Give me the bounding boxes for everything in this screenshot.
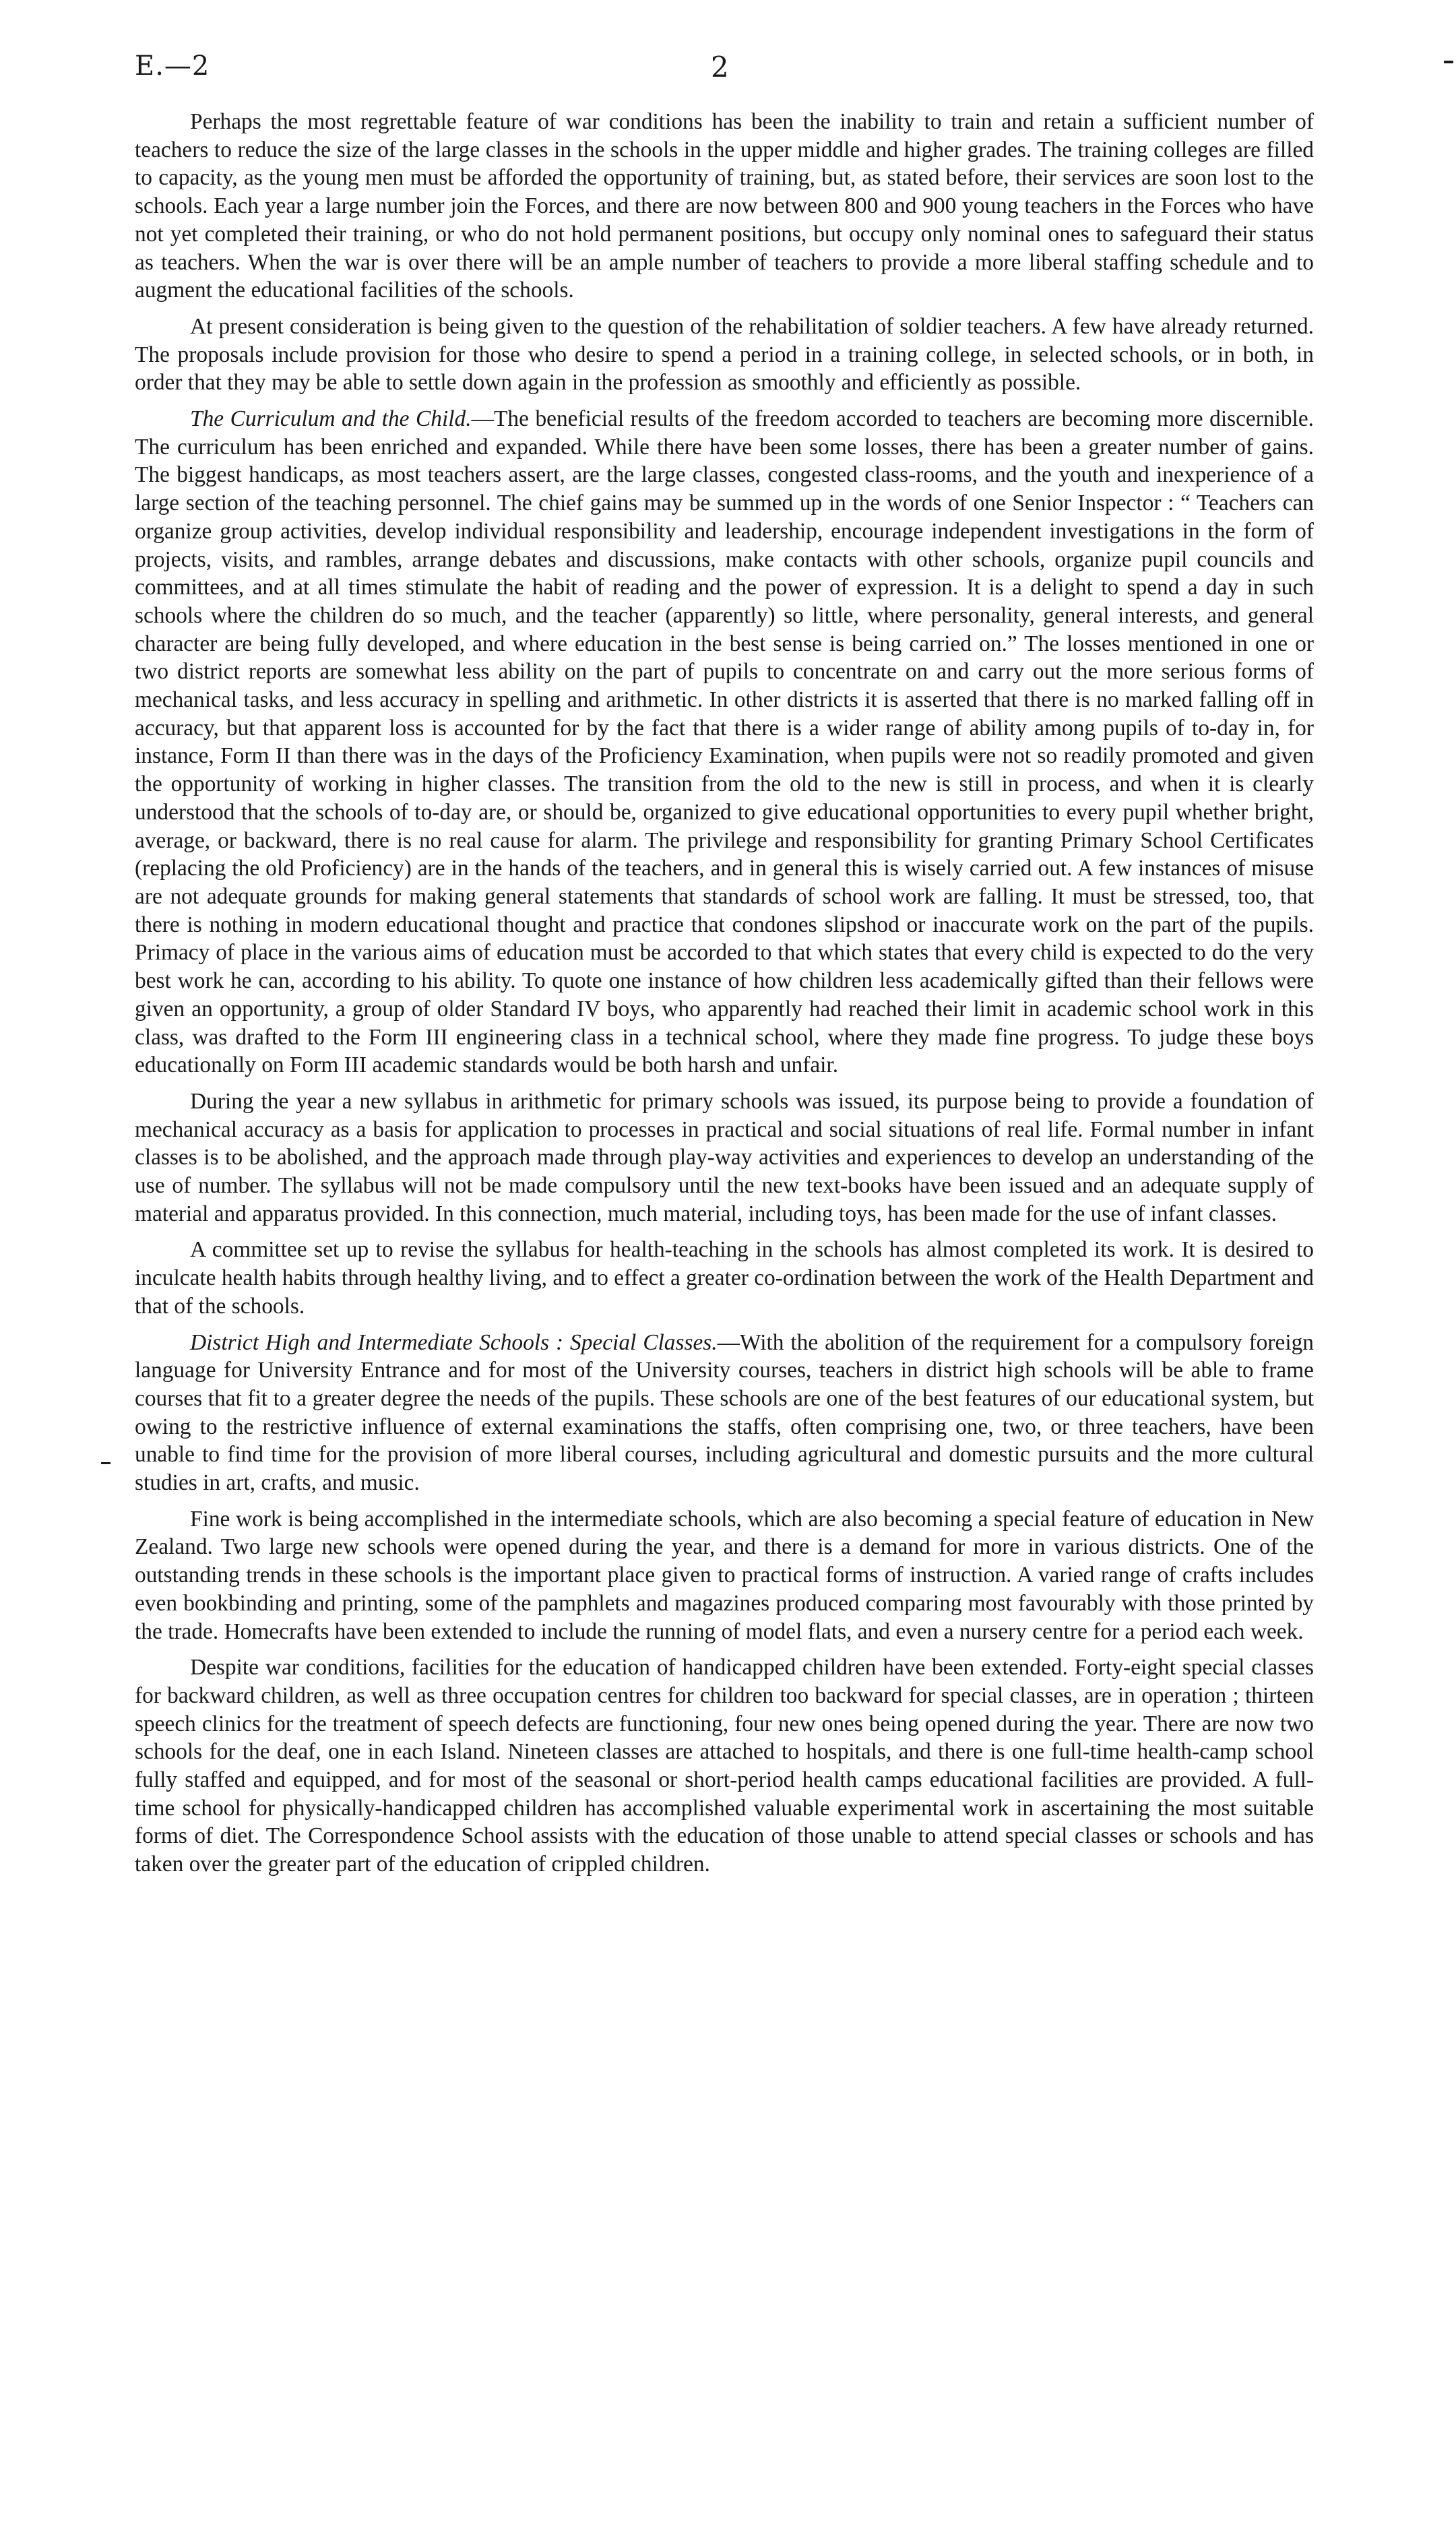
paragraph-curriculum [135,405,1314,1079]
body-text [135,108,1314,1887]
scan-edge-mark [1444,61,1453,63]
paragraph-text: At present consideration is being given to the question of the rehabilitation of soldier teachers. A few have already returned. The proposals include provision for those who desire to spend a period in a training college, in selected schools, or in both, in order that they may be able to settle down again in the profession as smoothly and efficiently as possible. [135,313,1314,396]
paragraph-district-high-schools [135,1329,1314,1497]
section-heading: The Curriculum and the Child. [190,406,472,432]
paragraph-rehabilitation [135,313,1314,397]
paragraph-text: A committee set up to revise the syllabus for health-teaching in the schools has almost completed its work. It is desired to inculcate health habits through healthy living, and to effect a greater co-ordination between the work of the Health Department and that of the schools. [135,1237,1314,1319]
paragraph-text: During the year a new syllabus in arithmetic for primary schools was issued, its purpose being to provide a foundation of mechanical accuracy as a basis for application to processes in practical and social situations of real life. Formal number in infant classes is to be abolished, and the approach made through play-way activities and experiences to develop an understanding of the use of number. The syllabus will not be made compulsory until the new text-books have been issued and an adequate supply of material and apparatus provided. In this connection, much material, including toys, has been made for the use of infant classes. [135,1088,1314,1226]
section-heading: District High and Intermediate Schools : Special Classes. [190,1329,718,1355]
page-number: 2 [711,51,729,84]
paragraph-handicapped-children [135,1654,1314,1879]
paragraph-arithmetic-syllabus [135,1088,1314,1228]
paragraph-text: Fine work is being accomplished in the intermediate schools, which are also becoming a special feature of education in New Zealand. Two large new schools were opened during the year, and there is a demand for more in various districts. One of the outstanding trends in these schools is the important place given to practical forms of instruction. A varied range of crafts includes even bookbinding and printing, some of the pamphlets and magazines produced comparing most favourably with those printed by the trade. Homecrafts have been extended to include the running of model flats, and even a nursery centre for a period each week. [135,1506,1314,1644]
margin-mark [101,1462,110,1464]
paragraph-intermediate-schools [135,1505,1314,1646]
paragraph-teacher-shortage [135,108,1314,305]
paragraph-health-syllabus [135,1236,1314,1320]
paragraph-text: Perhaps the most regrettable feature of war conditions has been the inability to train and retain a sufficient number of teachers to reduce the size of the large classes in the schools in the upper middle and higher grades. The training colleges are filled to capacity, as the young men must be afforded the opportunity of training, but, as stated before, their services are soon lost to the schools. Each year a large number join the Forces, and there are now between 800 and 900 young teachers in the Forces who have not yet completed their training, or who do not hold permanent positions, but occupy only nominal ones to safeguard their status as teachers. When the war is over there will be an ample number of teachers to provide a more liberal staffing schedule and to augment the educational facilities of the schools. [135,109,1314,303]
paragraph-text: Despite war conditions, facilities for the education of handicapped children have been extended. Forty-eight special classes for backward children, as well as three occupation centres for children too backward for special classes, are in operation ; thirteen speech clinics for the treatment of speech defects are functioning, four new ones being opened during the year. There are now two schools for the deaf, one in each Island. Nineteen classes are attached to hospitals, and there is one full-time health-camp school fully staffed and equipped, and for most of the seasonal or short-period health camps educational facilities are provided. A full-time school for physically-handicapped children has accomplished valuable experimental work in ascertaining the most suitable forms of diet. The Correspondence School assists with the education of those unable to attend special classes or schools and has taken over the greater part of the education of crippled children. [135,1655,1314,1877]
document-reference: E.—2 [135,51,210,82]
paragraph-text: —With the abolition of the requirement for a compulsory foreign language for University Entrance and for most of the University courses, teachers in district high schools will be able to frame courses that fit to a greater degree the needs of the pupils. These schools are one of the best features of our educational system, but owing to the restrictive influence of external examinations the staffs, often comprising one, two, or three teachers, have been unable to find time for the provision of more liberal courses, including agricultural and domestic pursuits and the more cultural studies in art, crafts, and music. [135,1329,1314,1496]
paragraph-text: —The beneficial results of the freedom accorded to teachers are becoming more discernible. The curriculum has been enriched and expanded. While there have been some losses, there has been a greater number of gains. The biggest handicaps, as most teachers assert, are the large classes, congested class-rooms, and the youth and inexperience of a large section of the teaching personnel. The chief gains may be summed up in the words of one Senior Inspector : “ Teachers can organize group activities, develop individual responsibility and leadership, encourage independent investigations in the form of projects, visits, and rambles, arrange debates and discussions, make contacts with other schools, organize pupil councils and committees, and at all times stimulate the habit of reading and the power of expression. It is a delight to spend a day in such schools where the children do so much, and the teacher (apparently) so little, where personality, general interests, and general character are being fully developed, and where education in the best sense is being carried on.” The losses mentioned in one or two district reports are somewhat less ability on the part of pupils to concentrate on and carry out the more serious forms of mechanical tasks, and less accuracy in spelling and arithmetic. In other districts it is asserted that there is no marked falling off in accuracy, but that apparent loss is accounted for by the fact that there is a wider range of ability among pupils of to-day in, for instance, Form II than there was in the days of the Proficiency Examination, when pupils were not so readily promoted and given the opportunity of working in higher classes. The transition from the old to the new is still in process, and when it is clearly understood that the schools of to-day are, or should be, organized to give educational opportunities to every pupil whether bright, average, or backward, there is no real cause for alarm. The privilege and responsibility for granting Primary School Certificates (replacing the old Proficiency) are in the hands of the teachers, and in general this is wisely carried out. A few instances of misuse are not adequate grounds for making general statements that standards of school work are falling. It must be stressed, too, that there is nothing in modern educational thought and practice that condones slipshod or inaccurate work on the part of the pupils. Primacy of place in the various aims of education must be accorded to that which states that every child is expected to do the very best work he can, according to his ability. To quote one instance of how children less academically gifted than their fellows were given an opportunity, a group of older Standard IV boys, who apparently had reached their limit in academic school work in this class, was drafted to the Form III engineering class in a technical school, where they made fine progress. To judge these boys educationally on Form III academic standards would be both harsh and unfair. [135,406,1314,1078]
page-header [135,51,1455,91]
